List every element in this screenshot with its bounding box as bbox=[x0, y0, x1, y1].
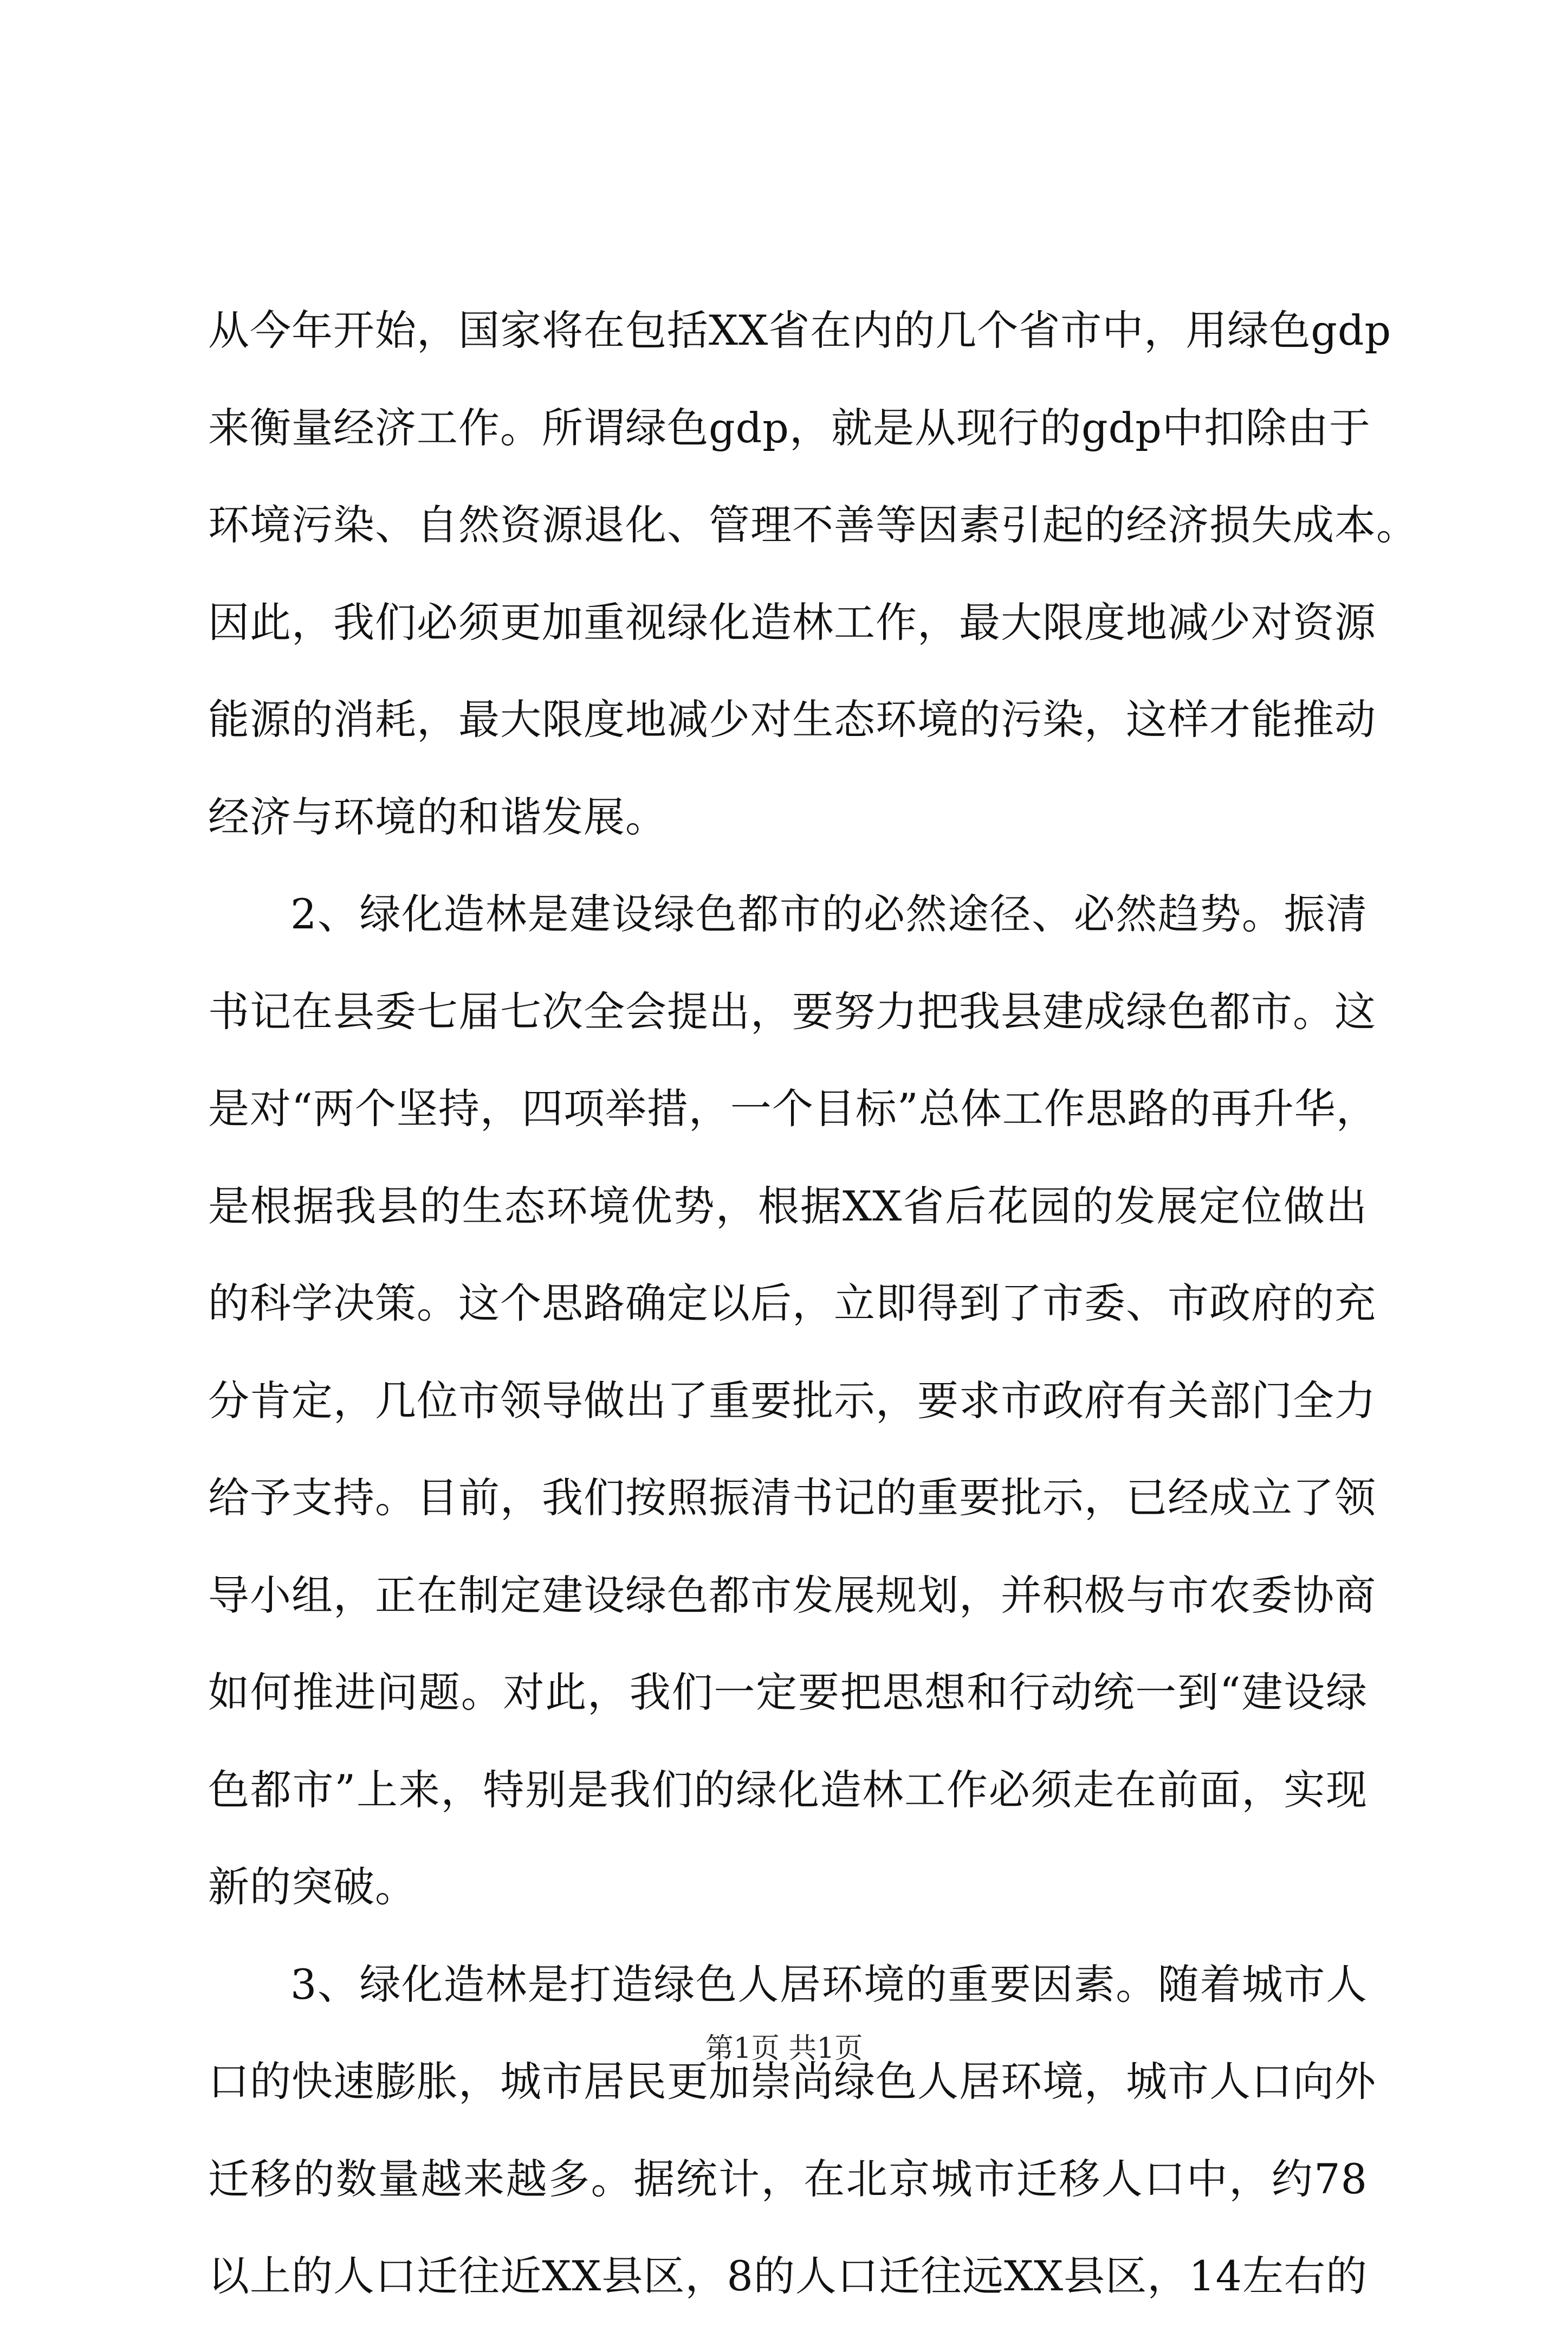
page-number-footer: 第1页 共1页 bbox=[705, 2032, 863, 2065]
text-line: 从今年开始，国家将在包括XX省在内的几个省市中，用绿色gdp bbox=[208, 306, 1392, 354]
text-line: 来衡量经济工作。所谓绿色gdp，就是从现行的gdp中扣除由于 bbox=[208, 403, 1371, 452]
document-body bbox=[208, 282, 1418, 2325]
text-line: 经济与环境的和谐发展。 bbox=[208, 792, 667, 841]
text-line: 是根据我县的生态环境优势，根据XX省后花园的发展定位做出 bbox=[208, 1181, 1368, 1230]
text-line: 能源的消耗，最大限度地减少对生态环境的污染，这样才能推动 bbox=[208, 695, 1376, 744]
text-line: 口的快速膨胀，城市居民更加崇尚绿色人居环境，城市人口向外 bbox=[208, 2057, 1376, 2106]
text-line: 如何推进问题。对此，我们一定要把思想和行动统一到“建设绿 bbox=[208, 1668, 1368, 1716]
text-line: 新的突破。 bbox=[208, 1863, 417, 1911]
text-line: 迁移的数量越来越多。据统计，在北京城市迁移人口中，约78 bbox=[208, 2154, 1368, 2203]
text-line: 环境污染、自然资源退化、管理不善等因素引起的经济损失成本。 bbox=[208, 501, 1418, 549]
text-line: 分肯定，几位市领导做出了重要批示，要求市政府有关部门全力 bbox=[208, 1376, 1376, 1425]
text-line: 因此，我们必须更加重视绿化造林工作，最大限度地减少对资源 bbox=[208, 598, 1376, 647]
text-line: 以上的人口迁往近XX县区，8的人口迁往远XX县区，14左右的 bbox=[208, 2252, 1368, 2300]
text-line: 色都市”上来，特别是我们的绿化造林工作必须走在前面，实现 bbox=[208, 1765, 1368, 1814]
text-line: 给予支持。目前，我们按照振清书记的重要批示，已经成立了领 bbox=[208, 1474, 1376, 1522]
paragraph-start-line: 3、绿化造林是打造绿色人居环境的重要因素。随着城市人 bbox=[290, 1960, 1368, 2008]
text-line: 的科学决策。这个思路确定以后，立即得到了市委、市政府的充 bbox=[208, 1279, 1376, 1327]
text-line: 导小组，正在制定建设绿色都市发展规划，并积极与市农委协商 bbox=[208, 1571, 1376, 1619]
text-line: 书记在县委七届七次全会提出，要努力把我县建成绿色都市。这 bbox=[208, 987, 1376, 1036]
text-line: 是对“两个坚持，四项举措，一个目标”总体工作思路的再升华， bbox=[208, 1084, 1378, 1133]
paragraph-start-line: 2、绿化造林是建设绿色都市的必然途径、必然趋势。振清 bbox=[290, 890, 1368, 938]
